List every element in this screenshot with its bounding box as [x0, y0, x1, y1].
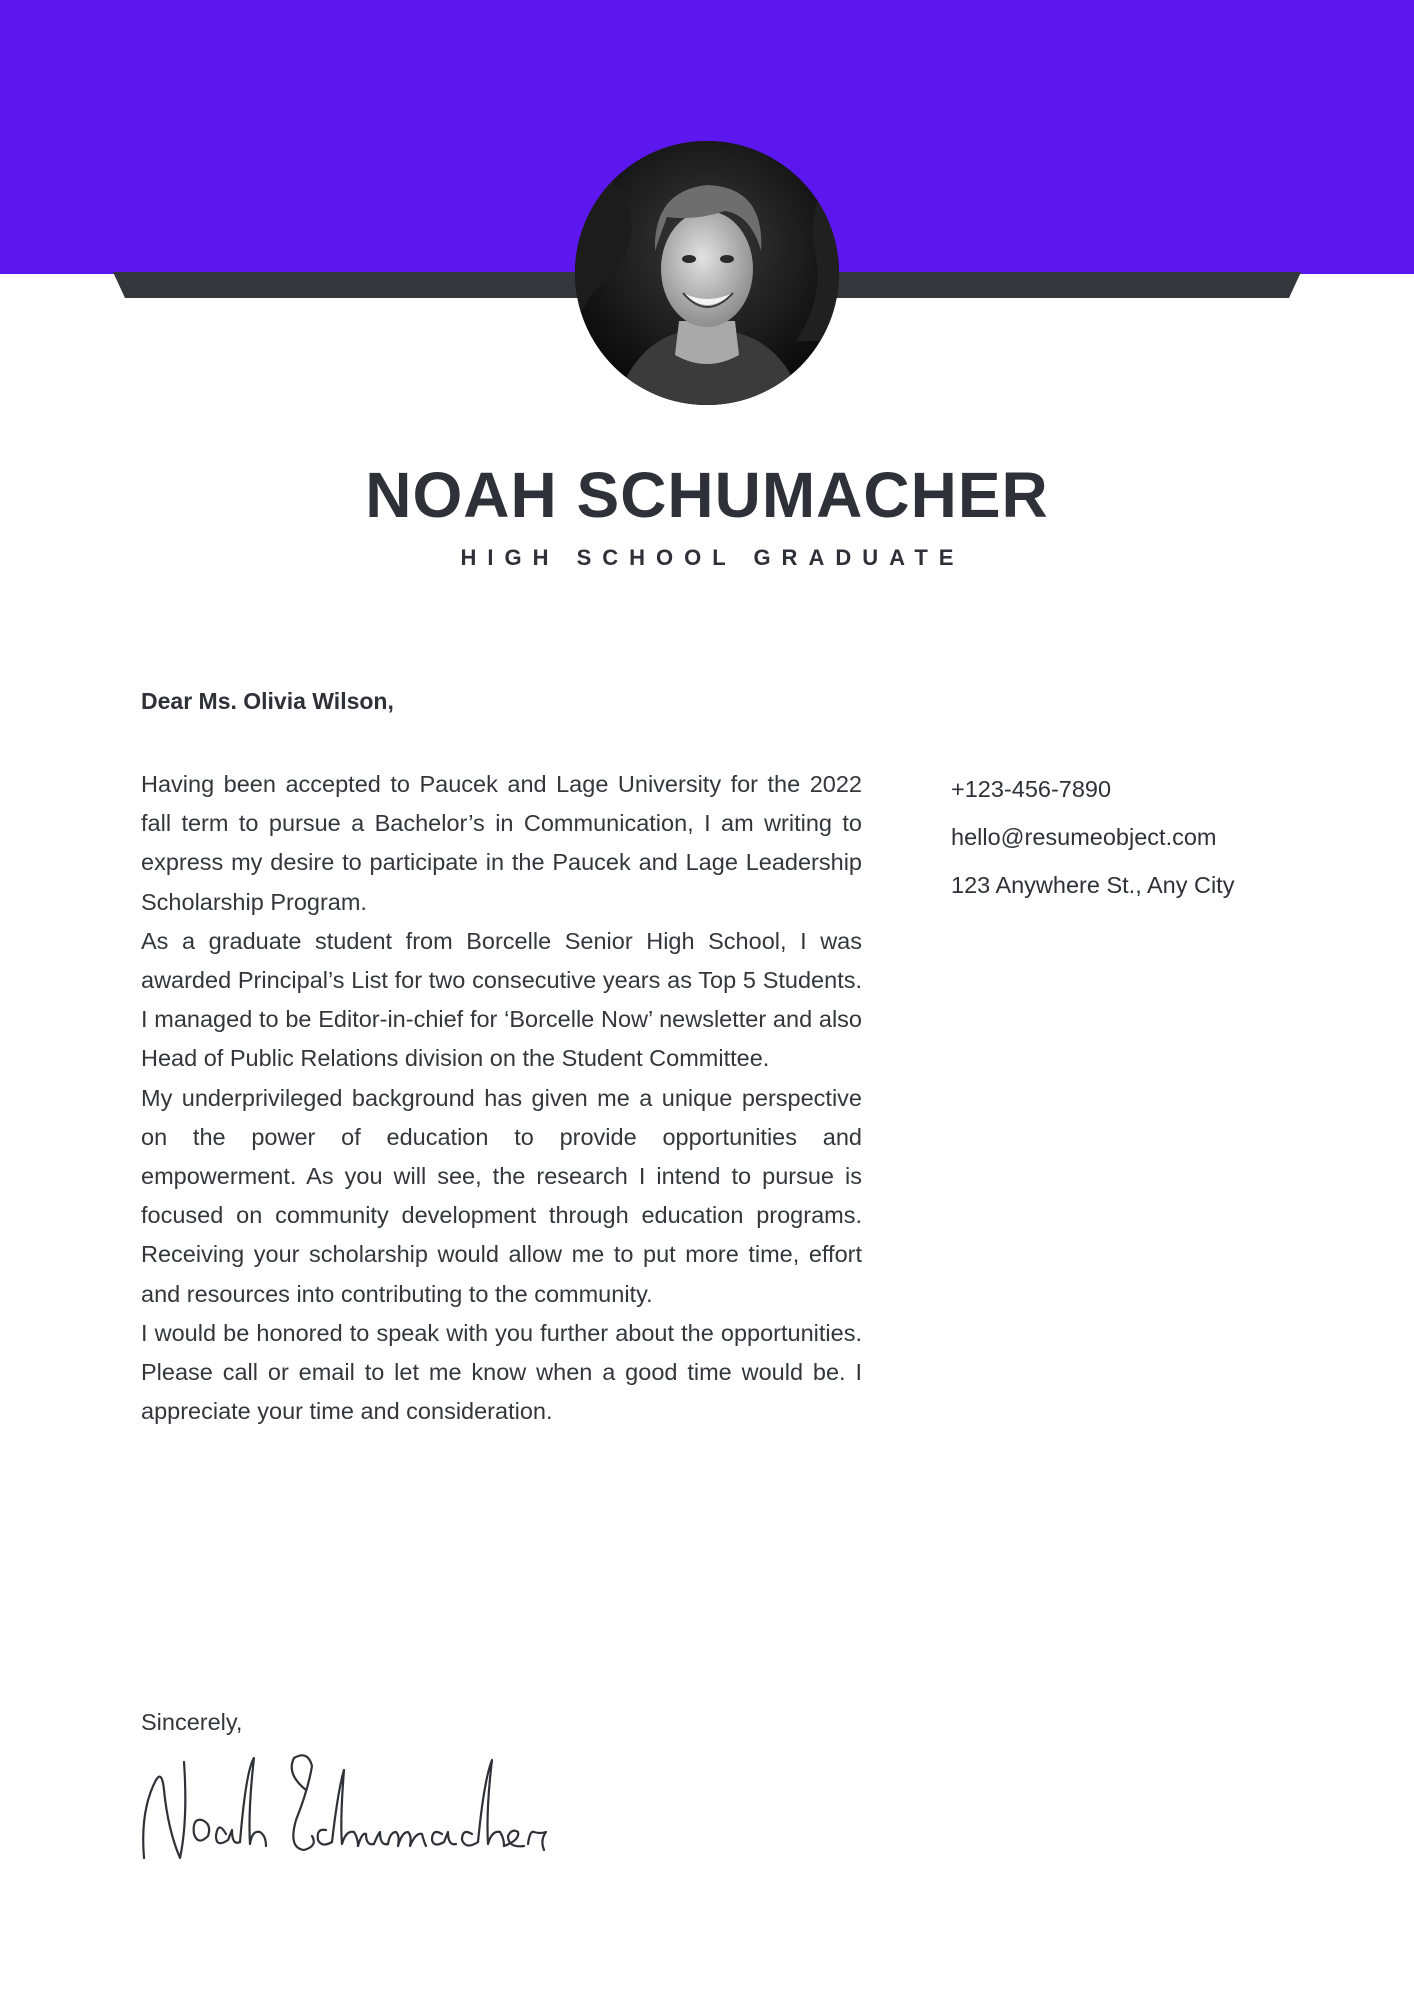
letter-paragraph: I would be honored to speak with you further about the opportunities. Please call or email to let me know when a good time would be. I appreciate your time and consideration. [141, 1319, 862, 1425]
contact-info [951, 765, 1234, 909]
letter-paragraph: As a graduate student from Borcelle Senior High School, I was awarded Principal’s List for two consecutive years as Top 5 Students. I managed to be Editor-in-chief for ‘Borcelle Now’ newsletter and also Head of Public Relations division on the Student Committee. [141, 927, 862, 1072]
contact-email: hello@resumeobject.com [951, 824, 1217, 850]
letter-closing: Sincerely, [141, 1709, 243, 1735]
letter-paragraph: My underprivileged background has given me a unique perspective on the power of education to provide opportunities and empowerment. As you will see, the research I intend to pursue is focused on community development through education programs. Receiving your scholarship would allow me to put more time, effort and resources into contributing to the community. [141, 1084, 862, 1307]
letter-salutation: Dear Ms. Olivia Wilson, [141, 688, 394, 714]
contact-address: 123 Anywhere St., Any City [951, 872, 1235, 898]
profile-photo [575, 141, 839, 405]
candidate-name: NOAH SCHUMACHER [365, 459, 1049, 531]
candidate-role: HIGH SCHOOL GRADUATE [460, 545, 965, 570]
contact-phone: +123-456-7890 [951, 776, 1112, 802]
letter-body [141, 765, 862, 1431]
signature [136, 1750, 566, 1870]
letter-paragraph: Having been accepted to Paucek and Lage University for the 2022 fall term to pursue a Bachelor’s in Communication, I am writing to express my desire to participate in the Paucek and Lage Leadership Scholarship Program. [141, 771, 862, 915]
